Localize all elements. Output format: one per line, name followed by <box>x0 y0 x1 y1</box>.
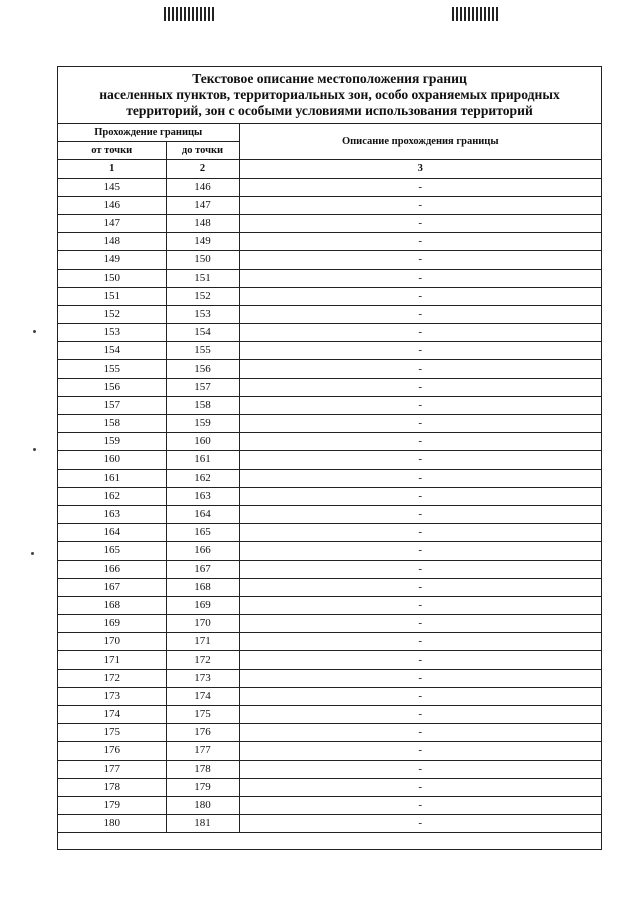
description-cell: - <box>239 196 601 214</box>
from-point-cell: 173 <box>58 687 166 705</box>
from-point-cell: 165 <box>58 542 166 560</box>
from-point-cell: 162 <box>58 487 166 505</box>
description-cell: - <box>239 324 601 342</box>
from-point-cell: 151 <box>58 287 166 305</box>
from-point-cell: 180 <box>58 815 166 833</box>
header-to-point: до точки <box>166 142 239 160</box>
to-point-cell: 155 <box>166 342 239 360</box>
to-point-cell: 174 <box>166 687 239 705</box>
from-point-cell: 158 <box>58 415 166 433</box>
table-row <box>58 196 601 214</box>
title-line-3: территорий, зон с особыми условиями использования территорий <box>126 103 533 118</box>
description-cell: - <box>239 615 601 633</box>
description-cell: - <box>239 778 601 796</box>
table-row <box>58 251 601 269</box>
from-point-cell: 147 <box>58 214 166 232</box>
scan-barcode-mark-left <box>164 7 214 21</box>
from-point-cell: 146 <box>58 196 166 214</box>
table-row <box>58 305 601 323</box>
description-cell: - <box>239 560 601 578</box>
to-point-cell: 153 <box>166 305 239 323</box>
to-point-cell: 152 <box>166 287 239 305</box>
to-point-cell: 158 <box>166 396 239 414</box>
column-number: 1 <box>58 160 166 178</box>
description-cell: - <box>239 396 601 414</box>
to-point-cell: 160 <box>166 433 239 451</box>
to-point-cell: 163 <box>166 487 239 505</box>
from-point-cell: 164 <box>58 524 166 542</box>
from-point-cell: 156 <box>58 378 166 396</box>
description-cell: - <box>239 724 601 742</box>
table-row <box>58 505 601 523</box>
table-row <box>58 542 601 560</box>
to-point-cell: 168 <box>166 578 239 596</box>
from-point-cell: 169 <box>58 615 166 633</box>
description-cell: - <box>239 578 601 596</box>
table-row <box>58 796 601 814</box>
description-cell: - <box>239 669 601 687</box>
description-cell: - <box>239 815 601 833</box>
to-point-cell: 175 <box>166 706 239 724</box>
table-row <box>58 578 601 596</box>
document-frame <box>57 66 602 850</box>
document-title <box>58 67 601 124</box>
to-point-cell: 170 <box>166 615 239 633</box>
description-cell: - <box>239 378 601 396</box>
to-point-cell: 159 <box>166 415 239 433</box>
to-point-cell: 176 <box>166 724 239 742</box>
column-number: 2 <box>166 160 239 178</box>
description-cell: - <box>239 796 601 814</box>
from-point-cell: 148 <box>58 233 166 251</box>
from-point-cell: 150 <box>58 269 166 287</box>
to-point-cell: 149 <box>166 233 239 251</box>
from-point-cell: 155 <box>58 360 166 378</box>
to-point-cell: 173 <box>166 669 239 687</box>
to-point-cell: 154 <box>166 324 239 342</box>
table-row <box>58 178 601 196</box>
description-cell: - <box>239 233 601 251</box>
table-header-row <box>58 124 601 142</box>
header-from-point: от точки <box>58 142 166 160</box>
table-row <box>58 324 601 342</box>
table-row <box>58 433 601 451</box>
to-point-cell: 171 <box>166 633 239 651</box>
description-cell: - <box>239 415 601 433</box>
from-point-cell: 163 <box>58 505 166 523</box>
header-passage: Прохождение границы <box>58 124 239 142</box>
table-row <box>58 524 601 542</box>
from-point-cell: 161 <box>58 469 166 487</box>
table-row <box>58 633 601 651</box>
to-point-cell: 169 <box>166 596 239 614</box>
table-row <box>58 651 601 669</box>
description-cell: - <box>239 706 601 724</box>
table-row <box>58 596 601 614</box>
description-cell: - <box>239 524 601 542</box>
description-cell: - <box>239 596 601 614</box>
description-cell: - <box>239 305 601 323</box>
description-cell: - <box>239 760 601 778</box>
description-cell: - <box>239 251 601 269</box>
scan-speck <box>31 552 34 555</box>
from-point-cell: 152 <box>58 305 166 323</box>
to-point-cell: 150 <box>166 251 239 269</box>
description-cell: - <box>239 342 601 360</box>
description-cell: - <box>239 742 601 760</box>
from-point-cell: 145 <box>58 178 166 196</box>
description-cell: - <box>239 451 601 469</box>
description-cell: - <box>239 287 601 305</box>
table-row <box>58 415 601 433</box>
to-point-cell: 178 <box>166 760 239 778</box>
table-row <box>58 778 601 796</box>
from-point-cell: 160 <box>58 451 166 469</box>
description-cell: - <box>239 687 601 705</box>
table-row <box>58 214 601 232</box>
from-point-cell: 159 <box>58 433 166 451</box>
to-point-cell: 167 <box>166 560 239 578</box>
table-row <box>58 396 601 414</box>
table-row <box>58 760 601 778</box>
from-point-cell: 174 <box>58 706 166 724</box>
description-cell: - <box>239 433 601 451</box>
scan-speck <box>33 330 36 333</box>
from-point-cell: 168 <box>58 596 166 614</box>
from-point-cell: 157 <box>58 396 166 414</box>
from-point-cell: 172 <box>58 669 166 687</box>
table-row <box>58 287 601 305</box>
table-row <box>58 378 601 396</box>
table-row <box>58 451 601 469</box>
to-point-cell: 147 <box>166 196 239 214</box>
from-point-cell: 179 <box>58 796 166 814</box>
to-point-cell: 161 <box>166 451 239 469</box>
to-point-cell: 156 <box>166 360 239 378</box>
description-cell: - <box>239 651 601 669</box>
to-point-cell: 166 <box>166 542 239 560</box>
table-row <box>58 233 601 251</box>
to-point-cell: 180 <box>166 796 239 814</box>
from-point-cell: 153 <box>58 324 166 342</box>
table-row <box>58 724 601 742</box>
table-row <box>58 342 601 360</box>
description-cell: - <box>239 178 601 196</box>
description-cell: - <box>239 487 601 505</box>
from-point-cell: 166 <box>58 560 166 578</box>
title-line-2: населенных пунктов, территориальных зон, особо охраняемых природных <box>99 87 560 102</box>
description-cell: - <box>239 469 601 487</box>
boundary-table <box>58 124 601 833</box>
from-point-cell: 171 <box>58 651 166 669</box>
description-cell: - <box>239 360 601 378</box>
description-cell: - <box>239 269 601 287</box>
table-row <box>58 469 601 487</box>
to-point-cell: 179 <box>166 778 239 796</box>
from-point-cell: 170 <box>58 633 166 651</box>
from-point-cell: 177 <box>58 760 166 778</box>
to-point-cell: 157 <box>166 378 239 396</box>
from-point-cell: 167 <box>58 578 166 596</box>
table-row <box>58 669 601 687</box>
to-point-cell: 148 <box>166 214 239 232</box>
from-point-cell: 154 <box>58 342 166 360</box>
to-point-cell: 151 <box>166 269 239 287</box>
to-point-cell: 172 <box>166 651 239 669</box>
description-cell: - <box>239 214 601 232</box>
header-description: Описание прохождения границы <box>239 124 601 160</box>
description-cell: - <box>239 633 601 651</box>
title-line-1: Текстовое описание местоположения границ <box>192 71 467 86</box>
column-number: 3 <box>239 160 601 178</box>
to-point-cell: 165 <box>166 524 239 542</box>
table-row <box>58 706 601 724</box>
table-column-numbers-row <box>58 160 601 178</box>
table-row <box>58 815 601 833</box>
to-point-cell: 162 <box>166 469 239 487</box>
scan-barcode-mark-right <box>452 7 498 21</box>
table-row <box>58 742 601 760</box>
table-row <box>58 360 601 378</box>
to-point-cell: 177 <box>166 742 239 760</box>
table-row <box>58 687 601 705</box>
table-row <box>58 487 601 505</box>
to-point-cell: 164 <box>166 505 239 523</box>
from-point-cell: 178 <box>58 778 166 796</box>
to-point-cell: 146 <box>166 178 239 196</box>
to-point-cell: 181 <box>166 815 239 833</box>
from-point-cell: 176 <box>58 742 166 760</box>
table-row <box>58 560 601 578</box>
from-point-cell: 175 <box>58 724 166 742</box>
description-cell: - <box>239 542 601 560</box>
description-cell: - <box>239 505 601 523</box>
from-point-cell: 149 <box>58 251 166 269</box>
scan-speck <box>33 448 36 451</box>
table-row <box>58 269 601 287</box>
table-row <box>58 615 601 633</box>
